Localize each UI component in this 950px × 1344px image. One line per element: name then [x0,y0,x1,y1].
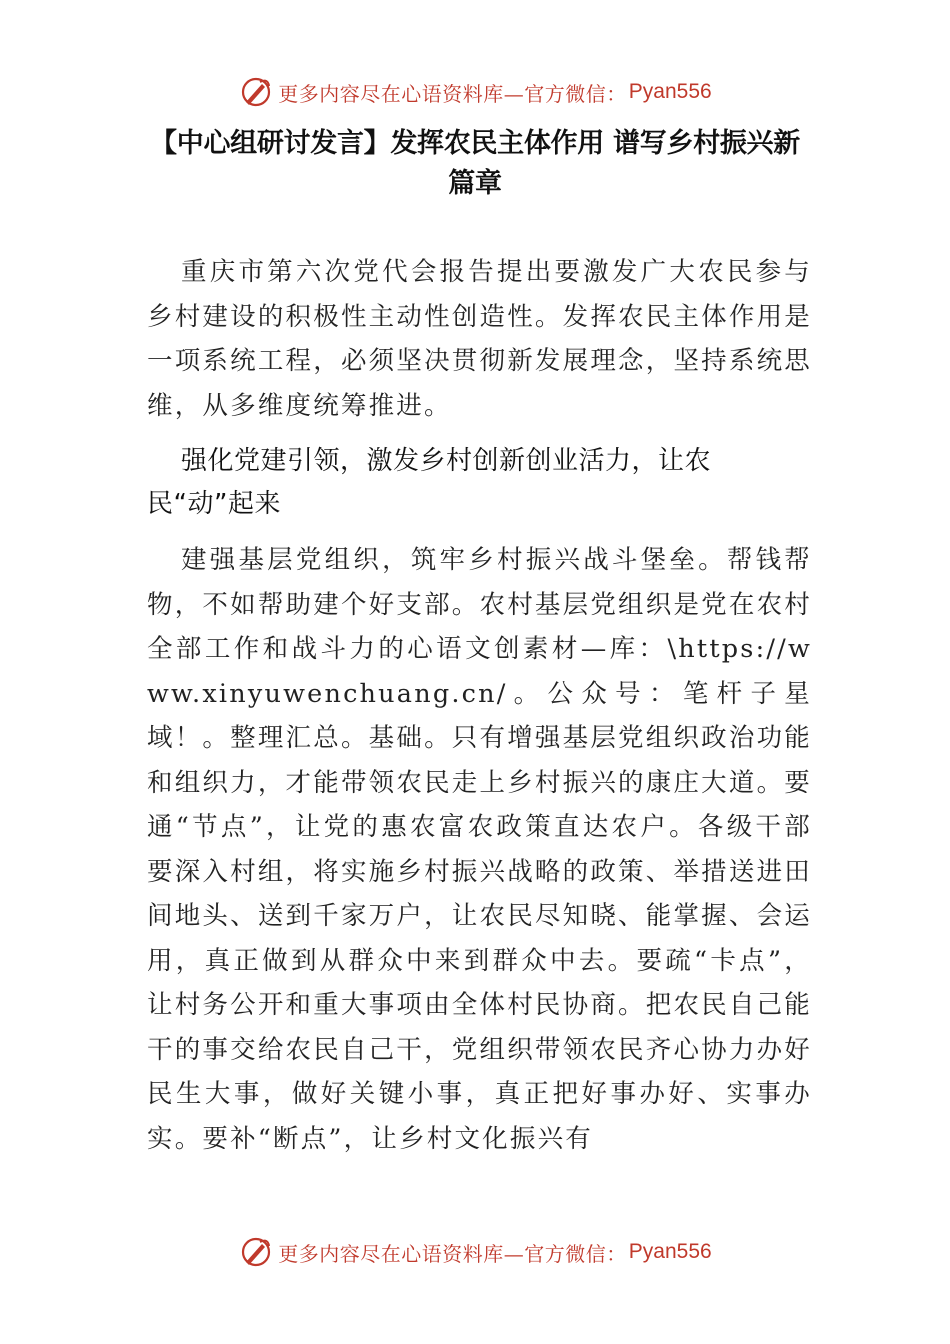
section-heading: 强化党建引领，激发乡村创新创业活力，让农民“动”起来 [147,446,712,519]
banner-text: 更多内容尽在心语资料库—官方微信： [278,81,627,106]
pen-nib-logo-icon [238,74,274,110]
pen-nib-logo-icon [238,1234,274,1270]
banner-wechat-id: Pyan556 [628,1240,712,1263]
banner-wechat-id: Pyan556 [628,80,712,103]
paragraph-intro: 重庆市第六次党代会报告提出要激发广大农民参与乡村建设的积极性主动性创造性。发挥农民主体作用是一项系统工程，必须坚决贯彻新发展理念，坚持系统思维，从多维度统筹推进。 [147,257,812,421]
document-title: 【中心组研讨发言】发挥农民主体作用 谱写乡村振兴新篇章 [150,128,800,199]
banner-text: 更多内容尽在心语资料库—官方微信： [278,1241,627,1266]
footer-banner [0,1232,950,1272]
paragraph-body: 建强基层党组织，筑牢乡村振兴战斗堡垒。帮钱帮物，不如帮助建个好支部。农村基层党组织是党在农村全部工作和战斗力的心语文创素材—库：\https://www.xinyuwenchuang.cn/。公众号：笔杆子星域！。整理汇总。基础。只有增强基层党组织政治功能和组织力，才能带领农民走上乡村振兴的康庄大道。要通“节点”，让党的惠农富农政策直达农户。各级干部要深入村组，将实施乡村振兴战略的政策、举措送进田间地头、送到千家万户，让农民尽知晓、能掌握、会运用，真正做到从群众中来到群众中去。要疏“卡点”，让村务公开和重大事项由全体村民协商。把农民自己能干的事交给农民自己干，党组织带领农民齐心协力办好民生大事，做好关键小事，真正把好事办好、实事办实。要补“断点”，让乡村文化振兴有 [147,545,812,1154]
header-banner [0,72,950,112]
